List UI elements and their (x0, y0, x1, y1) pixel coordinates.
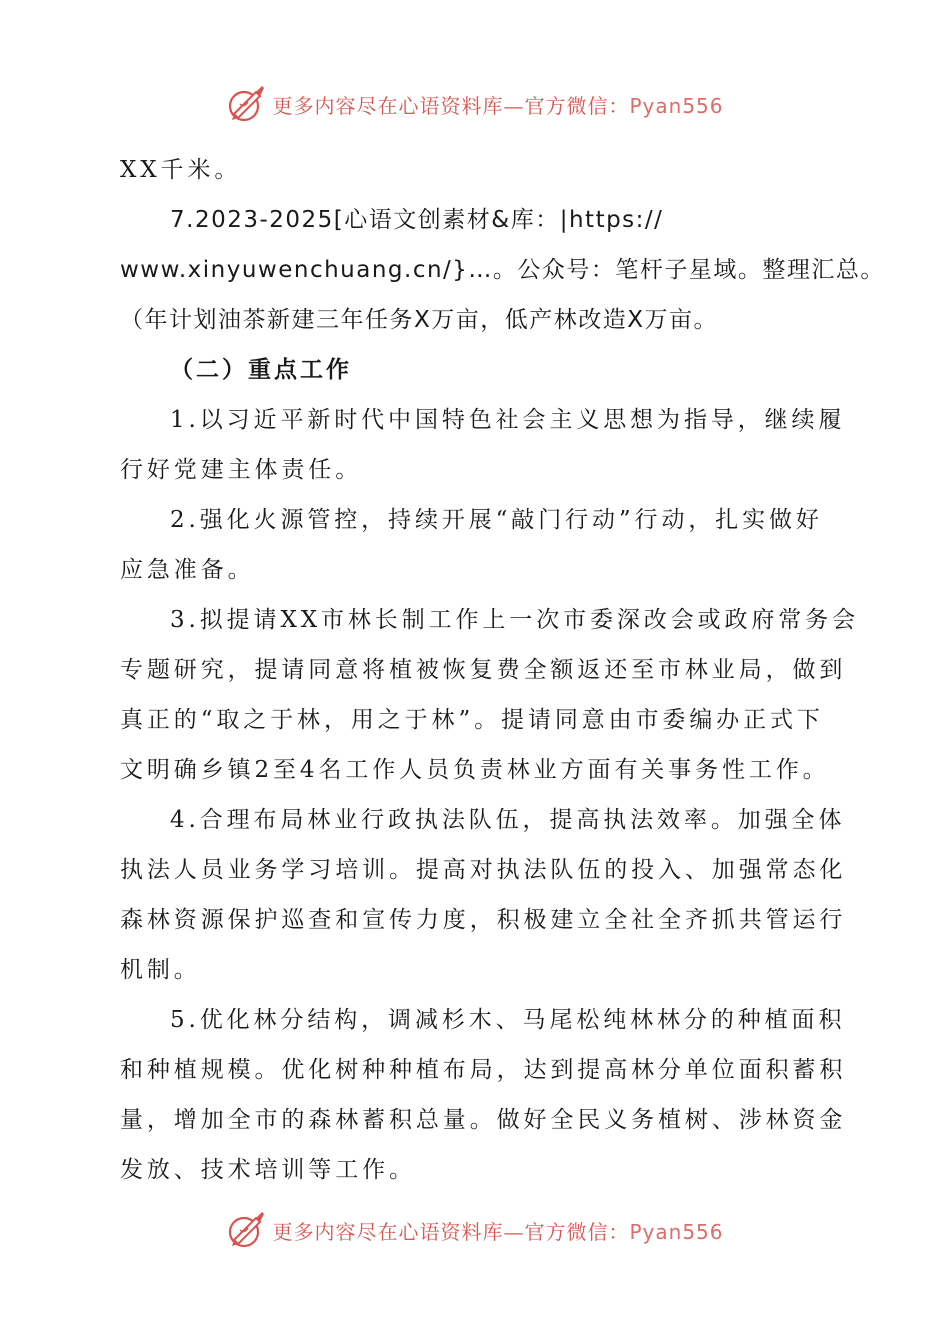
paragraph-line: XX千米。 (120, 157, 242, 183)
watermark-banner-top (0, 82, 950, 126)
section-heading: （二）重点工作 (170, 357, 352, 383)
watermark-banner-bottom (0, 1208, 950, 1252)
paragraph-line: 行好党建主体责任。 (120, 457, 363, 483)
paragraph-line: 5.优化林分结构，调减杉木、马尾松纯林林分的种植面积 (170, 1007, 846, 1033)
paragraph-line: 真正的“取之于林，用之于林”。提请同意由市委编办正式下 (120, 707, 824, 733)
pen-logo-icon (226, 1210, 266, 1250)
paragraph-line: 量，增加全市的森林蓄积总量。做好全民义务植树、涉林资金 (120, 1107, 847, 1133)
paragraph-line: 1.以习近平新时代中国特色社会主义思想为指导，继续履 (170, 407, 846, 433)
paragraph-line: 4.合理布局林业行政执法队伍，提高执法效率。加强全体 (170, 807, 846, 833)
paragraph-line: （年计划油茶新建三年任务X万亩，低产林改造X万亩。 (120, 307, 719, 333)
paragraph-line: www.xinyuwenchuang.cn/}…。公众号：笔杆子星域。整理汇总。 (120, 257, 885, 283)
paragraph-line: 机制。 (120, 957, 201, 983)
pen-logo-icon (226, 84, 266, 124)
paragraph-line: 文明确乡镇2至4名工作人员负责林业方面有关事务性工作。 (120, 757, 830, 783)
paragraph-line: 和种植规模。优化树种种植布局，达到提高林分单位面积蓄积 (120, 1057, 847, 1083)
paragraph-line: 发放、技术培训等工作。 (120, 1157, 416, 1183)
paragraph-line: 专题研究，提请同意将植被恢复费全额返还至市林业局，做到 (120, 657, 847, 683)
watermark-text: 更多内容尽在心语资料库—官方微信：Pyan556 (272, 93, 724, 118)
watermark-text: 更多内容尽在心语资料库—官方微信：Pyan556 (272, 1219, 724, 1244)
paragraph-line: 2.强化火源管控，持续开展“敲门行动”行动，扎实做好 (170, 507, 823, 533)
paragraph-line: 森林资源保护巡查和宣传力度，积极建立全社全齐抓共管运行 (120, 907, 847, 933)
paragraph-line: 7.2023-2025[心语文创素材&库：|https:// (170, 207, 664, 233)
paragraph-line: 应急准备。 (120, 557, 255, 583)
paragraph-line: 3.拟提请XX市林长制工作上一次市委深改会或政府常务会 (170, 607, 859, 633)
paragraph-line: 执法人员业务学习培训。提高对执法队伍的投入、加强常态化 (120, 857, 847, 883)
document-body (120, 145, 885, 1195)
